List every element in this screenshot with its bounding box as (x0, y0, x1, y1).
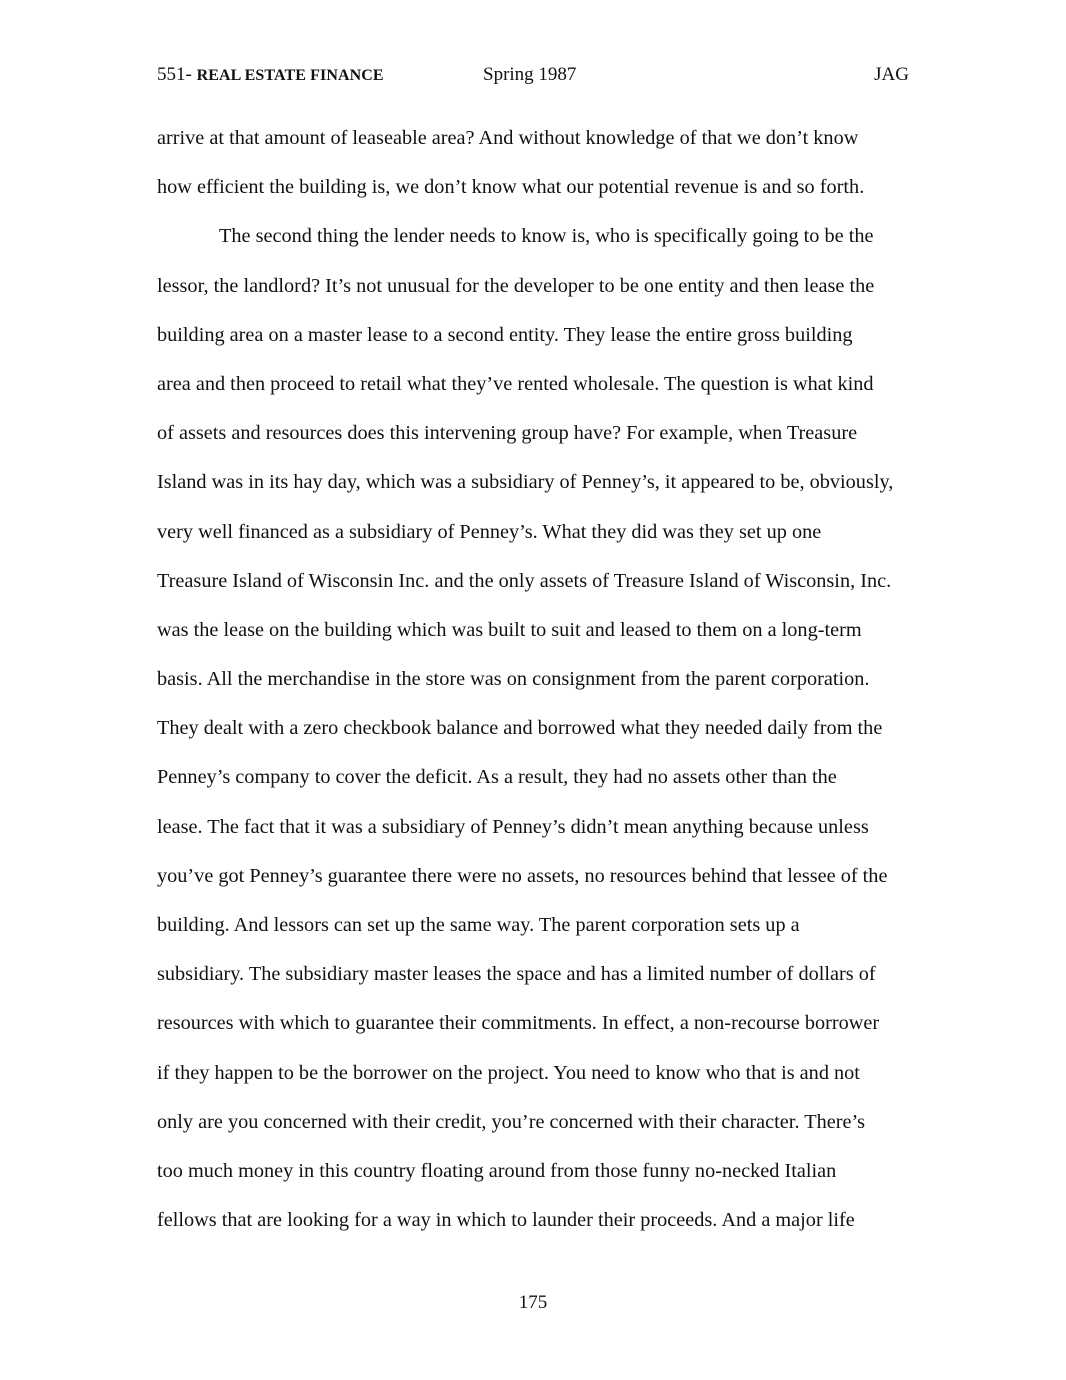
text-line: fellows that are looking for a way in which to launder their proceeds. And a major life (157, 1209, 855, 1232)
text-line: building area on a master lease to a second entity. They lease the entire gross building (157, 323, 853, 346)
course-title: REAL ESTATE FINANCE (196, 67, 384, 84)
text-line: The second thing the lender needs to know is, who is specifically going to be the (219, 225, 874, 248)
course-number: 551- (157, 64, 192, 85)
text-line: area and then proceed to retail what they’ve rented wholesale. The question is what kind (157, 372, 874, 395)
text-line: Penney’s company to cover the deficit. As a result, they had no assets other than the (157, 766, 837, 789)
text-line: very well financed as a subsidiary of Penney’s. What they did was they set up one (157, 520, 822, 543)
text-line: basis. All the merchandise in the store was on consignment from the parent corporation. (157, 668, 870, 691)
text-line: too much money in this country floating around from those funny no-necked Italian (157, 1159, 837, 1182)
header-course (157, 64, 384, 86)
text-line: lease. The fact that it was a subsidiary of Penney’s didn’t mean anything because unless (157, 815, 869, 838)
text-line: lessor, the landlord? It’s not unusual for the developer to be one entity and then lease the (157, 274, 875, 297)
text-line: subsidiary. The subsidiary master leases the space and has a limited number of dollars of (157, 963, 876, 986)
text-line: only are you concerned with their credit, you’re concerned with their character. There’s (157, 1110, 866, 1133)
transcript-body (157, 123, 917, 1254)
text-line: how efficient the building is, we don’t know what our potential revenue is and so forth. (157, 176, 865, 199)
text-line: was the lease on the building which was built to suit and leased to them on a long-term (157, 618, 862, 641)
text-line: building. And lessors can set up the same way. The parent corporation sets up a (157, 914, 800, 936)
text-line: They dealt with a zero checkbook balance and borrowed what they needed daily from the (157, 717, 883, 740)
text-line: you’ve got Penney’s guarantee there were no assets, no resources behind that lessee of the (157, 864, 888, 887)
text-line: resources with which to guarantee their commitments. In effect, a non-recourse borrower (157, 1012, 880, 1035)
page-header (157, 64, 909, 90)
page-number: 175 (518, 1292, 548, 1313)
text-line: Treasure Island of Wisconsin Inc. and the only assets of Treasure Island of Wisconsin, Inc. (157, 569, 892, 592)
text-line: of assets and resources does this intervening group have? For example, when Treasure (157, 422, 858, 445)
text-line: if they happen to be the borrower on the project. You need to know who that is and not (157, 1061, 860, 1084)
text-line: Island was in its hay day, which was a subsidiary of Penney’s, it appeared to be, obviously, (157, 471, 894, 494)
header-initials: JAG (874, 64, 909, 85)
text-line: arrive at that amount of leaseable area? And without knowledge of that we don’t know (157, 127, 859, 149)
header-term: Spring 1987 (483, 64, 577, 85)
